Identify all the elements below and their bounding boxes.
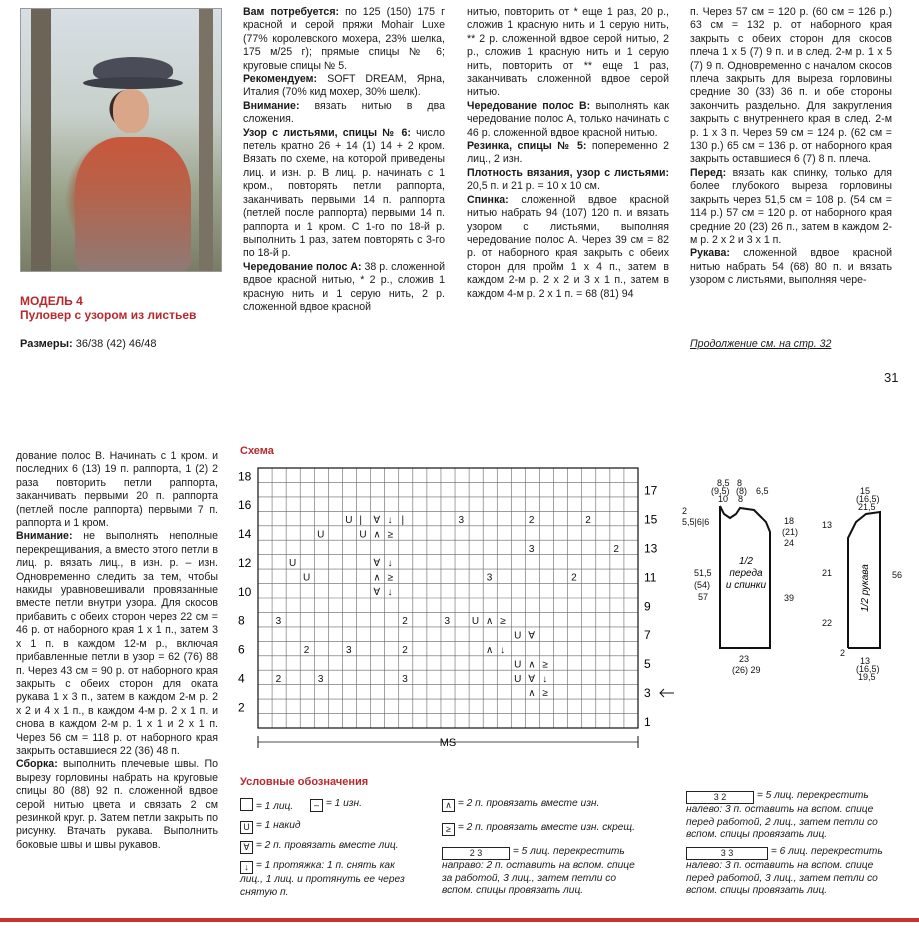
- svg-text:10: 10: [718, 494, 729, 504]
- svg-text:(16,5): (16,5): [856, 664, 880, 674]
- chart-symbol: ∧: [528, 688, 536, 700]
- paragraph: [243, 261, 445, 315]
- chart-symbol: |: [401, 514, 405, 526]
- ms-label: MS: [439, 737, 457, 749]
- legend-symbol: 3 2: [686, 791, 754, 804]
- legend-item-cross-left-6: 3 3 = 6 лиц. перекрестить налево: 3 п. оставить на вспом. спице перед работой, 3 лиц., затем петли со вспом. спицы провязать лиц.: [686, 846, 883, 896]
- paragraph-text: выполнять как чередование полос А, только начинать с 46 р. сложенной вдвое красной нитью.: [467, 99, 669, 139]
- row-number-left: 12: [238, 555, 252, 570]
- svg-text:2: 2: [840, 648, 846, 658]
- chart-symbol: ∀: [528, 630, 536, 642]
- paragraph-text: 38 р. сложенной вдвое красной нитью, * 2 р., сложив 1 красную нить и 1 серую нить, 2 р. сложенной вдвое красной: [243, 260, 445, 313]
- paragraph: [690, 6, 892, 167]
- chart-symbol: ↓: [500, 644, 506, 656]
- paragraph-heading: Чередование полос А:: [243, 260, 362, 273]
- legend-item-p2tog: ∧ = 2 п. провязать вместе изн.: [442, 798, 599, 812]
- paragraph-heading: Внимание:: [243, 99, 300, 112]
- paragraph-text: сложенной вдвое красной нитью набрать 94 (107) 120 п. и вязать узором с листьями, выполняя чередование полос А. Через 39 см = 82 р. от наборного края закрыть с обеих сторон для пройм 1 х 4 п., затем в каждом 2-м р. 2 х 2 и 3 х 1 п., затем в каждом 4-м р. 2 х 1 п. = 68 (81) 94: [467, 193, 669, 300]
- svg-text:8: 8: [738, 494, 744, 504]
- row-number-left: 16: [238, 498, 252, 513]
- paragraph: [16, 530, 218, 758]
- chart-symbol: U: [514, 659, 522, 671]
- legend-symbol: [240, 798, 253, 811]
- legend-symbol: ≥: [442, 823, 455, 836]
- row-number-left: 18: [238, 469, 252, 484]
- bottom-rule: [0, 918, 919, 922]
- paragraph-text: п. Через 57 см = 120 р. (60 см = 126 р.) 63 см = 132 р. от наборного края закрыть с обеих сторон для скосов плеча 1 х 5 (7) 9 п. и в след. 2-м р. 1 х 5 (7) 9 п. Одновременно с началом скосов плеча закрыть для выреза горловины средние 30 (33) 36 п. и обе стороны закончить раздельно. Для закругления закрыть с внутреннего края в след. 2-м р. 1 х 3 п. Через 59 см = 124 р. (62 см = 130 р.) 65 см = 136 р. от наборного края закрыть оставшиеся 6 (7) 8 п. плеча.: [690, 6, 892, 166]
- chart-symbol: ≥: [500, 616, 506, 627]
- paragraph: [467, 100, 669, 140]
- paragraph-heading: Плотность вязания, узор с листьями:: [467, 166, 669, 179]
- svg-text:39: 39: [784, 593, 795, 603]
- legend-symbol: 3 3: [686, 847, 768, 860]
- chart-symbol: ∀: [373, 587, 381, 599]
- legend-item-cross-right-5: 2 3 = 5 лиц. перекрестить направо: 2 п. оставить на вспом. спице за работой, 3 лиц., затем петли со вспом. спицы провязать лиц.: [442, 846, 635, 896]
- chart-symbol: ∧: [373, 572, 381, 584]
- paragraph-text: дование полос В. Начинать с 1 кром. и последних 6 (13) 19 п. раппорта, 1 (2) 2 раза повторить петли раппорта, заканчивать первыми 20 п. раппорта (петлей после раппорта) первыми 7 п. раппорта и 1 кром.: [16, 450, 218, 530]
- paragraph: [690, 167, 892, 247]
- row-number-left: 2: [238, 700, 245, 715]
- paragraph-text: число петель кратно 26 + 14 (1) 14 + 2 кром. Вязать по схеме, на которой приведены лиц. и изн. р. В лиц. р. начинать с 1 кром., повторять петли раппорта, заканчивать первыми 14 п. раппорта (петлей после раппорта) первыми 14 п. раппорта и 1 кром. С 1-го по 18-й р. выполнить 1 раз, затем повторять с 3-го по 18-й р.: [243, 126, 446, 260]
- chart-symbol: U: [514, 630, 522, 642]
- paragraph-text: вязать как спинку, только для более глубокого выреза горловины закрыть через 51,5 см = 108 р. (54 см = 114 р.) 57 см = 120 р. от наборного края средние 20 (23) 26 п., затем в каждом 2-м р. 2 х 2 и 3 х 1 п.: [690, 166, 892, 246]
- chart-symbol: ∀: [528, 673, 536, 685]
- legend-item-cross-left-5: 3 2 = 5 лиц. перекрестить налево: 3 п. оставить на вспом. спице перед работой, 2 лиц., затем петли со вспом. спицы провязать лиц.: [686, 790, 878, 840]
- paragraph-text: вязать нитью в два сложения.: [243, 99, 445, 126]
- body-label-1: 1/2: [739, 556, 753, 567]
- legend-symbol: ∧: [442, 799, 455, 812]
- svg-text:57: 57: [698, 592, 709, 602]
- paragraph-heading: Сборка:: [16, 758, 58, 771]
- scheme-title: Схема: [240, 445, 274, 457]
- cable-number: 2: [402, 616, 408, 627]
- svg-text:(8): (8): [736, 486, 747, 496]
- paragraph: [467, 167, 669, 194]
- chart-symbol: ↓: [387, 558, 393, 570]
- paragraph-heading: Рекомендуем:: [243, 73, 318, 86]
- svg-text:(26) 29: (26) 29: [732, 665, 761, 675]
- paragraph: [467, 194, 669, 301]
- chart-symbol: U: [514, 673, 522, 685]
- paragraph-heading: Рукава:: [690, 247, 730, 260]
- cable-number: 2: [303, 644, 310, 656]
- svg-text:8,5: 8,5: [717, 478, 730, 488]
- knitting-chart: [236, 460, 676, 760]
- cable-number: 3: [317, 673, 324, 685]
- paragraph: [467, 6, 669, 100]
- svg-text:19,5: 19,5: [858, 672, 876, 682]
- sweater-figure: [75, 137, 191, 271]
- tree-trunk: [31, 9, 51, 271]
- paragraph-text: не выполнять неполные перекрещивания, а вместо этого петли в лиц. р. вязать лиц., в изн. р. – изн. Одновременно следить за тем, чтобы накиды уравновешивали провязанные вместе петли внутри узора. Для скосов прибавить с обеих сторон через 22 см = 46 р. от наборного края 1 х 1 п., затем 3 х 1 п. в каждом 12-м р., включая прибавленные петли в узор = 62 (76) 88 п. Через 43 см = 90 р. от наборного края закрыть с обеих сторон для оката рукава 1 х 3 п., затем в каждом 2-м р. 2 х 2 и 4 х 1 п., в каждом 4-м р. 2 х 1 п. и снова в каждом 2-м р. 1 х 1 и 2 х 1 п. Через 56 см = 118 р. от наборного края закрыть оставшиеся 22 (36) 48 п.: [16, 530, 218, 757]
- paragraph-text: по 125 (150) 175 г красной и серой пряжи Mohair Luxe (77% королевского мохера, 23% шелка, 175 м/25 г); прямые спицы № 6; круговые спицы № 5.: [243, 6, 445, 72]
- paragraph: [467, 140, 669, 167]
- paragraph-text: 20,5 п. и 21 р. = 10 х 10 см.: [467, 180, 600, 193]
- paragraph: [690, 247, 892, 287]
- cable-number: 3: [402, 673, 408, 685]
- svg-text:13: 13: [860, 656, 871, 666]
- paragraph: [243, 100, 445, 127]
- paragraph: [243, 127, 445, 261]
- paragraph-heading: Узор с листьями, спицы № 6:: [243, 126, 411, 139]
- text-column-3: [690, 6, 892, 288]
- text-column-2: [467, 6, 669, 301]
- row-number-left: 6: [238, 642, 245, 657]
- row-number-right: 11: [644, 570, 657, 585]
- svg-text:21,5: 21,5: [858, 502, 876, 512]
- paragraph: [243, 73, 445, 100]
- legend-item-knit: = 1 лиц.: [240, 798, 293, 814]
- cable-number: 3: [345, 644, 352, 656]
- sleeve-label: 1/2 рукава: [860, 564, 871, 612]
- svg-text:24: 24: [784, 538, 795, 548]
- legend-item-yo: U = 1 накид: [240, 820, 301, 834]
- row-number-right: 5: [644, 657, 651, 672]
- continued-link[interactable]: Продолжение см. на стр. 32: [690, 338, 832, 350]
- svg-text:(9,5): (9,5): [711, 486, 730, 496]
- row-number-right: 9: [644, 599, 651, 614]
- chart-symbol: U: [345, 514, 353, 526]
- svg-text:18: 18: [784, 516, 795, 526]
- legend-symbol: 2 3: [442, 847, 510, 860]
- svg-text:22: 22: [822, 618, 833, 628]
- paragraph-text: SOFT DREAM, Ярна, Италия (70% кид мохер, 30% шелк).: [243, 73, 445, 99]
- chart-symbol: U: [471, 616, 480, 627]
- paragraph-heading: Чередование полос В:: [467, 99, 591, 112]
- svg-text:2: 2: [682, 506, 688, 516]
- model-title: МОДЕЛЬ 4 Пуловер с узором из листьев: [20, 294, 197, 322]
- paragraph-heading: Внимание:: [16, 530, 73, 543]
- row-number-right: 3: [644, 685, 651, 700]
- chart-symbol: U: [317, 529, 325, 541]
- row-number-right: 7: [644, 628, 651, 643]
- chart-symbol: ≥: [542, 688, 548, 700]
- legend-item-k2tog: ∀ = 2 п. провязать вместе лиц.: [240, 840, 399, 854]
- svg-text:15: 15: [860, 486, 871, 496]
- cable-number: 2: [402, 644, 408, 656]
- cable-number: 2: [571, 572, 577, 584]
- chart-symbol: ≥: [387, 529, 393, 541]
- chart-symbol: ∀: [373, 558, 381, 570]
- row-number-right: 13: [644, 541, 658, 556]
- cable-number: 2: [613, 543, 619, 555]
- svg-text:5,5|6|6: 5,5|6|6: [682, 517, 710, 527]
- cable-number: 3: [458, 514, 465, 526]
- chart-symbol: ∧: [528, 659, 536, 671]
- paragraph: [16, 450, 218, 530]
- body-label-2: переда: [729, 568, 763, 579]
- chart-symbol: ≥: [542, 659, 548, 671]
- tree-trunk: [199, 9, 213, 271]
- legend-item-skp: ↓ = 1 протяжка: 1 п. снять как лиц., 1 лиц. и протянуть ее через снятую п.: [240, 860, 405, 898]
- svg-text:8: 8: [737, 478, 743, 488]
- legend-symbol: U: [240, 821, 253, 834]
- page-number: 31: [884, 370, 899, 385]
- legend-symbol: –: [310, 799, 323, 812]
- cable-number: 3: [486, 572, 493, 584]
- hat-brim: [83, 77, 183, 89]
- text-column-left: [16, 450, 218, 852]
- row-number-right: 15: [644, 512, 658, 527]
- legend-item-purl: – = 1 изн.: [310, 798, 362, 812]
- legend-item-p2tog-tbl: ≥ = 2 п. провязать вместе изн. скрещ.: [442, 822, 635, 836]
- row-number-left: 4: [238, 671, 245, 686]
- legend-symbol: ∀: [240, 841, 253, 854]
- arrow-icon: [660, 689, 674, 697]
- chart-symbol: ∀: [373, 514, 381, 526]
- chart-symbol: ↓: [542, 673, 548, 685]
- text-column-1: [243, 6, 445, 314]
- svg-text:21: 21: [822, 568, 833, 578]
- cable-number: 2: [585, 514, 591, 526]
- svg-text:6,5: 6,5: [756, 486, 769, 496]
- chart-symbol: U: [359, 529, 367, 541]
- svg-text:56: 56: [892, 570, 903, 580]
- row-number-left: 8: [238, 613, 245, 628]
- body-label-3: и спинки: [725, 580, 767, 591]
- cable-number: 3: [444, 616, 451, 627]
- paragraph-heading: Перед:: [690, 166, 727, 179]
- cable-number: 2: [528, 514, 535, 526]
- chart-symbol: ∧: [486, 644, 494, 656]
- chart-symbol: ↓: [387, 587, 393, 599]
- chart-symbol: U: [303, 572, 311, 584]
- paragraph-heading: Резинка, спицы № 5:: [467, 140, 587, 153]
- model-photo: [20, 8, 222, 272]
- paragraph-text: нитью, повторить от * еще 1 раз, 20 р., сложив 1 красную нить и 1 серую нить, ** 2 р. сложенной вдвое серой нитью, 2 р., сложив 1 красную нить и 1 серую нить, повторить от ** еще 1 раз, заканчивать сложенной вдвое серой нитью.: [467, 6, 669, 99]
- legend-symbol: ↓: [240, 861, 253, 874]
- model-subtitle: Пуловер с узором из листьев: [20, 308, 197, 322]
- chart-symbol: ∧: [373, 529, 381, 541]
- paragraph-heading: Спинка:: [467, 193, 509, 206]
- svg-text:51,5: 51,5: [694, 568, 712, 578]
- chart-symbol: ≥: [387, 572, 393, 584]
- chart-symbol: ↓: [387, 514, 393, 526]
- svg-text:(21): (21): [782, 527, 799, 537]
- paragraph-text: попеременно 2 лиц., 2 изн.: [467, 140, 669, 166]
- cable-number: 3: [528, 543, 535, 555]
- svg-text:13: 13: [822, 520, 833, 530]
- paragraph: [243, 6, 445, 73]
- svg-text:(54): (54): [694, 580, 711, 590]
- cable-number: 2: [275, 673, 282, 685]
- cable-number: 3: [275, 616, 282, 627]
- legend-title: Условные обозначения: [240, 776, 369, 788]
- svg-text:23: 23: [739, 654, 750, 664]
- row-number-right: 17: [644, 483, 658, 498]
- paragraph-text: выполнить плечевые швы. По вырезу горловины набрать на круговые спицы 80 (88) 92 п. сложенной вдвое серой нитью цвета и связать 2 см резинкой круг. р. Затем петли закрыть по рисунку. Втачать рукава. Выполнить боковые швы и швы рукавов.: [16, 758, 218, 851]
- row-number-right: 1: [644, 714, 651, 729]
- paragraph: [16, 758, 218, 852]
- paragraph-heading: Вам потребуется:: [243, 6, 340, 18]
- chart-symbol: |: [359, 514, 362, 526]
- row-number-left: 14: [238, 527, 252, 542]
- face-figure: [113, 89, 149, 133]
- svg-text:(16,5): (16,5): [856, 494, 880, 504]
- pattern-pieces: [680, 478, 916, 698]
- sizes-line: Размеры: 36/38 (42) 46/48: [20, 338, 157, 350]
- row-number-left: 10: [238, 584, 252, 599]
- paragraph-text: сложенной вдвое красной нитью набрать 54 (68) 80 п. и вязать узором с листьями, выполняя чере-: [690, 247, 892, 287]
- chart-symbol: ∧: [486, 616, 494, 627]
- chart-symbol: U: [288, 558, 297, 570]
